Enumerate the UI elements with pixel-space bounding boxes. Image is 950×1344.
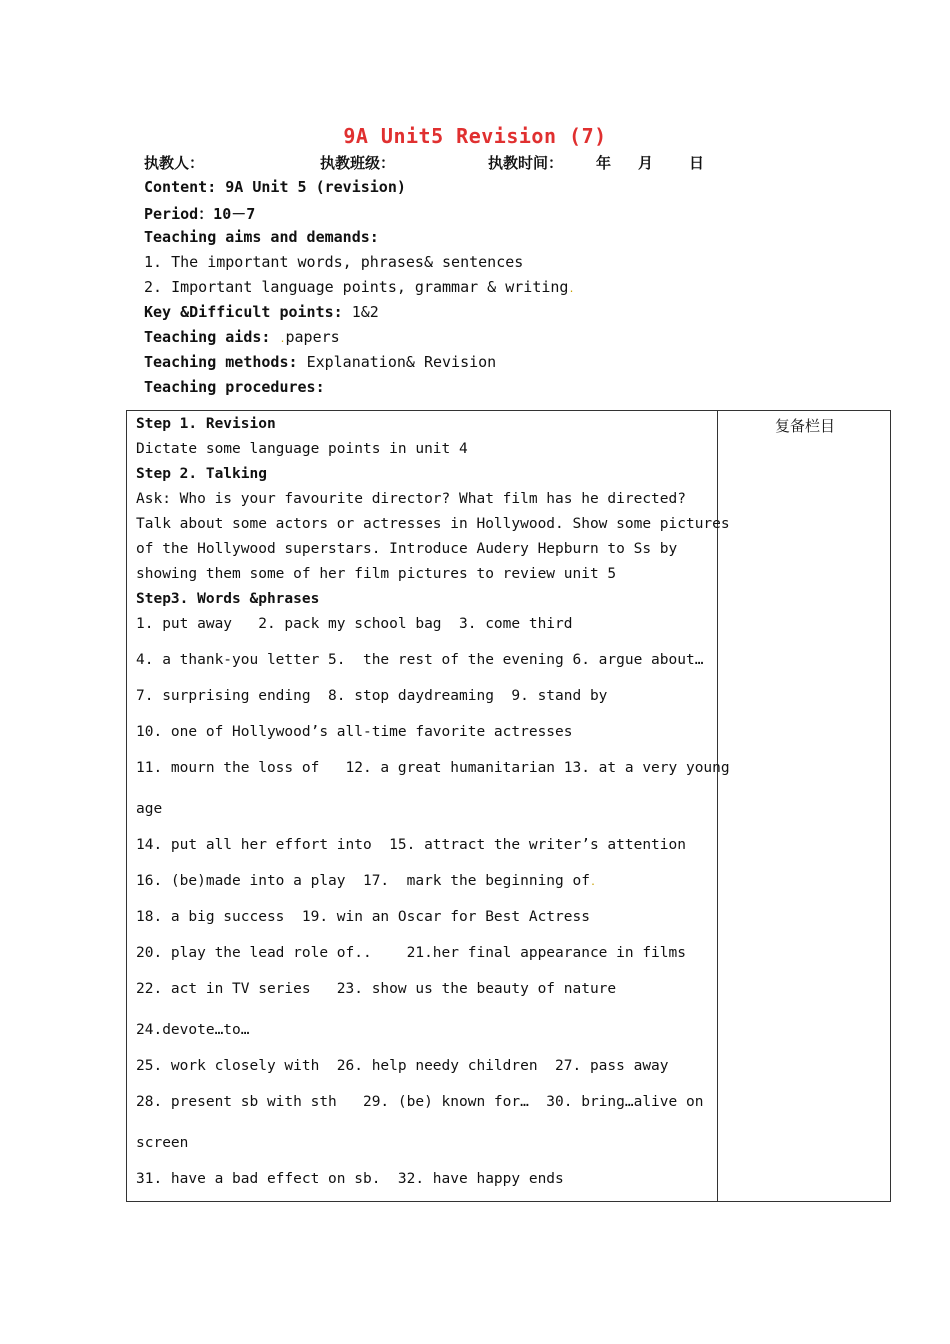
page-title: 9A Unit5 Revision (7) [343, 124, 607, 148]
key-points-line [144, 303, 379, 321]
phrase-line: 24.devote…to… [136, 1022, 250, 1038]
day-label: 日 [689, 154, 705, 172]
month-label: 月 [638, 154, 654, 172]
edit-mark: . [589, 877, 596, 888]
class-label: 执教班级： [320, 154, 396, 172]
phrase-line: age [136, 801, 163, 817]
key-points-label: Key &Difficult points: [144, 303, 352, 321]
teaching-aids-label: Teaching aids: [144, 328, 280, 346]
time-label: 执教时间： [488, 154, 564, 172]
step-2-heading: Step 2. Talking [136, 466, 267, 482]
step-3-heading: Step3. Words &phrases [136, 591, 320, 607]
aim-2 [144, 278, 574, 296]
step-1-text: Dictate some language points in unit 4 [136, 441, 468, 457]
phrase-line: screen [136, 1135, 189, 1151]
phrase-line: 4. a thank-you letter 5. the rest of the evening 6. argue about… [136, 652, 704, 668]
phrase-line: 28. present sb with sth 29. (be) known for… 30. bring…alive on [136, 1094, 704, 1110]
teaching-aids-value: papers [285, 328, 340, 346]
phrase-line: 31. have a bad effect on sb. 32. have happy ends [136, 1171, 564, 1187]
step-2-line-2: Talk about some actors or actresses in Hollywood. Show some pictures [136, 516, 730, 532]
aim-2-text: 2. Important language points, grammar & writing [144, 278, 569, 296]
meta-row [144, 152, 844, 174]
edit-mark: . [279, 334, 286, 345]
phrase-line: 25. work closely with 26. help needy children 27. pass away [136, 1058, 669, 1074]
phrase-line: 14. put all her effort into 15. attract the writer’s attention [136, 837, 686, 853]
teaching-methods-value: Explanation& Revision [306, 353, 497, 371]
period-line: Period：10－7 [144, 205, 256, 223]
procedures-table [126, 410, 891, 1202]
phrase-line: 11. mourn the loss of 12. a great humanitarian 13. at a very young [136, 760, 730, 776]
phrase-text: 16. (be)made into a play 17. mark the beginning of [136, 873, 590, 889]
phrase-line [136, 873, 596, 889]
step-2-line-1: Ask: Who is your favourite director? What film has he directed? [136, 491, 686, 507]
content-line: Content: 9A Unit 5 (revision) [144, 178, 406, 196]
teacher-label: 执教人： [144, 154, 205, 172]
key-points-value: 1&2 [351, 303, 379, 321]
phrase-line: 20. play the lead role of.. 21.her final appearance in films [136, 945, 686, 961]
teaching-methods-label: Teaching methods: [144, 353, 307, 371]
phrase-line: 18. a big success 19. win an Oscar for Best Actress [136, 909, 590, 925]
side-column-title: 复备栏目 [774, 417, 835, 435]
step-1-heading: Step 1. Revision [136, 416, 276, 432]
procedures-title: Teaching procedures: [144, 378, 325, 396]
teaching-methods-line [144, 353, 496, 371]
phrase-line: 1. put away 2. pack my school bag 3. come third [136, 616, 573, 632]
phrase-line: 7. surprising ending 8. stop daydreaming 9. stand by [136, 688, 608, 704]
aims-title: Teaching aims and demands: [144, 228, 379, 246]
step-2-line-4: showing them some of her film pictures to review unit 5 [136, 566, 617, 582]
step-2-line-3: of the Hollywood superstars. Introduce Audery Hepburn to Ss by [136, 541, 678, 557]
year-label: 年 [596, 154, 612, 172]
phrase-line: 22. act in TV series 23. show us the beauty of nature [136, 981, 617, 997]
aim-1: 1. The important words, phrases& sentences [144, 253, 524, 271]
edit-mark: . [568, 284, 575, 295]
teaching-aids-line [144, 328, 340, 346]
phrase-line: 10. one of Hollywood’s all-time favorite actresses [136, 724, 573, 740]
